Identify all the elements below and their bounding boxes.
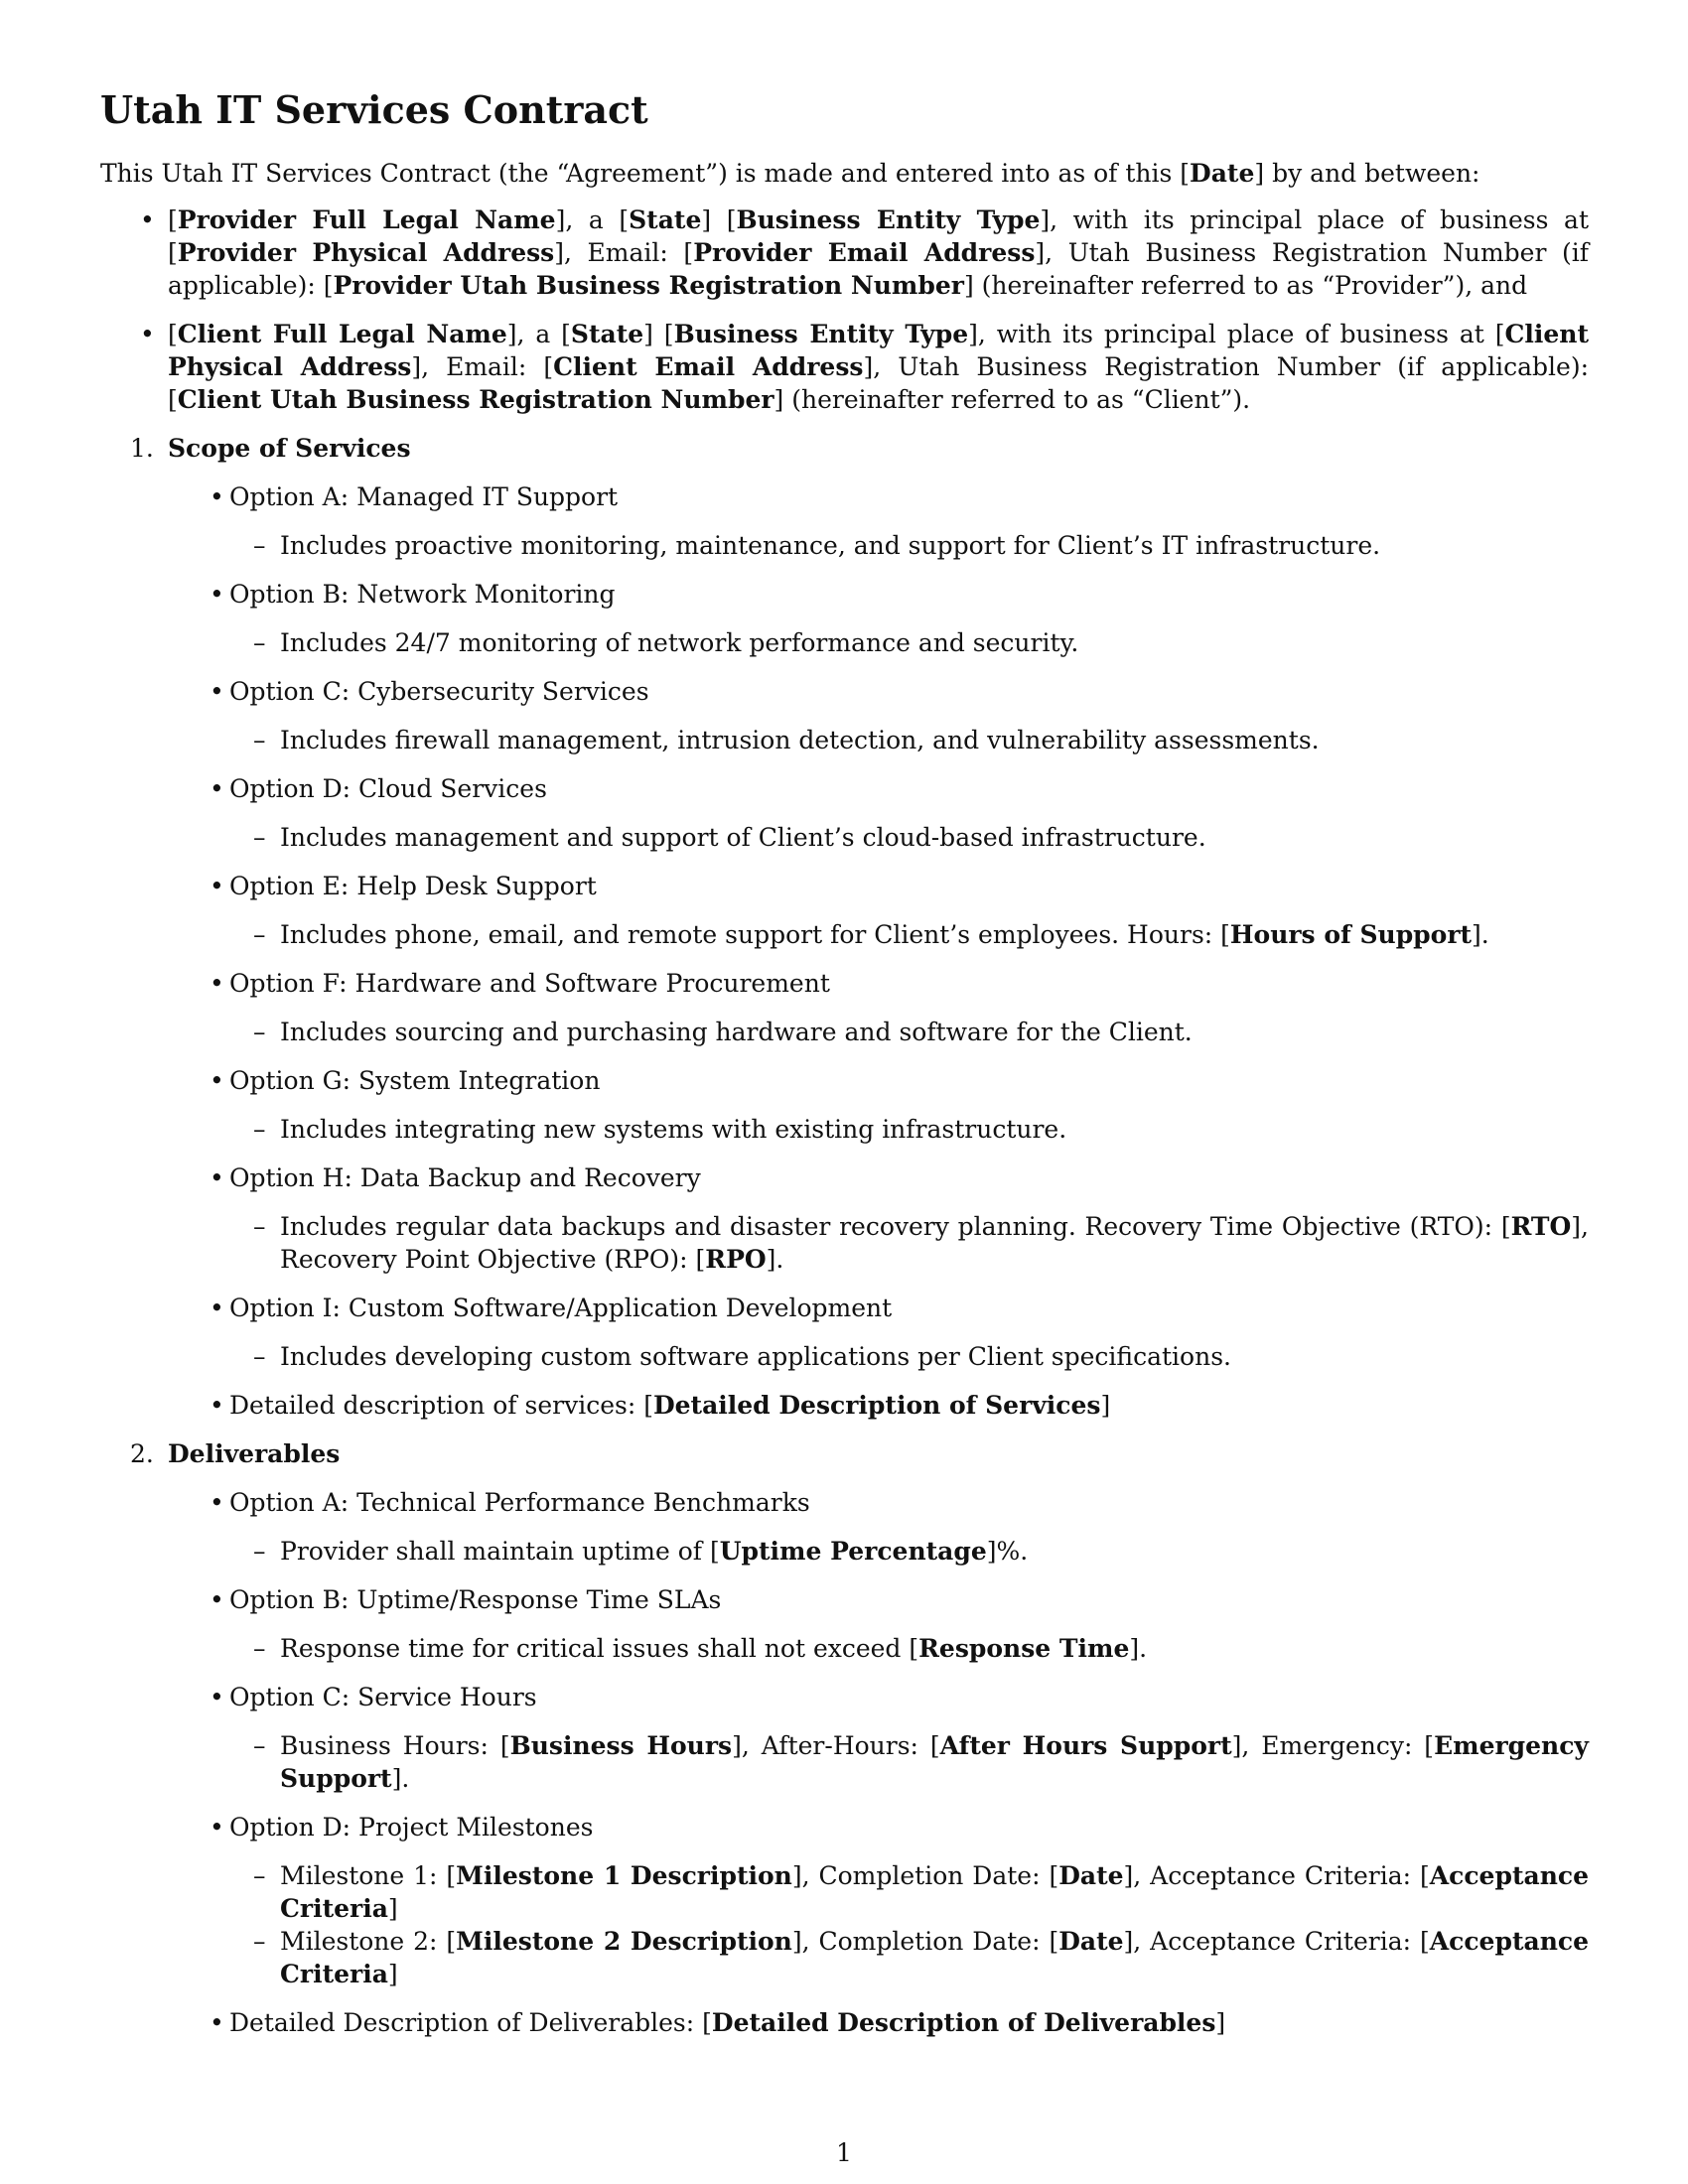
parties-list (100, 204, 1589, 416)
list-item: – Includes regular data backups and disaster recovery planning. Recovery Time Objective (RTO): [RTO], Recovery Point Objective (RPO): [RPO]. (229, 1210, 1589, 1276)
list-item: • Option B: Network Monitoring – Includes 24/7 monitoring of network performance and security. (168, 578, 1589, 659)
list-item: • Option C: Cybersecurity Services – Includes firewall management, intrusion detection, and vulnerability assessments. (168, 675, 1589, 756)
list-item: – Includes integrating new systems with existing infrastructure. (229, 1113, 1589, 1146)
list-item: – Includes proactive monitoring, maintenance, and support for Client’s IT infrastructure. (229, 529, 1589, 562)
intro-paragraph: This Utah IT Services Contract (the “Agreement”) is made and entered into as of this [Date] by and between: (100, 159, 1480, 188)
list-item: • Option I: Custom Software/Application Development – Includes developing custom software applications per Client specifications. (168, 1292, 1589, 1373)
milestone-item: – Milestone 1: [Milestone 1 Description], Completion Date: [Date], Acceptance Criteria: [Acceptance Criteria] (229, 1859, 1589, 1925)
sections-list (100, 432, 1589, 2039)
list-item: • Option B: Uptime/Response Time SLAs – Response time for critical issues shall not exceed [Response Time]. (168, 1583, 1589, 1665)
list-item: – Provider shall maintain uptime of [Uptime Percentage]%. (229, 1535, 1589, 1568)
document-title: Utah IT Services Contract (100, 87, 648, 132)
list-item: • Option E: Help Desk Support – Includes phone, email, and remote support for Client’s employees. Hours: [Hours of Support]. (168, 870, 1589, 951)
list-item: – Response time for critical issues shall not exceed [Response Time]. (229, 1632, 1589, 1665)
list-item: • Option D: Cloud Services – Includes management and support of Client’s cloud-based infrastructure. (168, 772, 1589, 854)
milestone-item: – Milestone 2: [Milestone 2 Description], Completion Date: [Date], Acceptance Criteria: [Acceptance Criteria] (229, 1925, 1589, 1990)
list-item: – Includes sourcing and purchasing hardware and software for the Client. (229, 1016, 1589, 1048)
list-item: • Option H: Data Backup and Recovery – Includes regular data backups and disaster recovery planning. Recovery Time Objective (RTO): [RTO], Recovery Point Objective (RPO): [RPO]. (168, 1161, 1589, 1276)
list-item: • Option G: System Integration – Includes integrating new systems with existing infrastructure. (168, 1064, 1589, 1146)
list-item: • Option F: Hardware and Software Procurement – Includes sourcing and purchasing hardware and software for the Client. (168, 967, 1589, 1048)
scope-options (168, 480, 1589, 1422)
list-item: • Option C: Service Hours – Business Hours: [Business Hours], After-Hours: [After Hours Support], Emergency: [Emergency Support]. (168, 1681, 1589, 1795)
section-number: 2. (130, 1439, 154, 1468)
list-item: • Option D: Project Milestones – Milestone 1: [Milestone 1 Description], Completion Date: [Date], Acceptance Criteria: [Acceptance Criteria] – Milestone 2: [Milestone 2 Description], Completion Date: [Date], Acceptance Criteria: [Acceptance Criteria] (168, 1811, 1589, 1990)
client-party: • [Client Full Legal Name], a [State] [Business Entity Type], with its principal place of business at [Client Physical Address], Email: [Client Email Address], Utah Business Registration Number (if applicable): [Client Utah Business Registration Number] (hereinafter referred to as “Client”). (100, 318, 1589, 416)
date-field: Date (1190, 159, 1255, 188)
section-title: Deliverables (168, 1439, 341, 1468)
page-number: 1 (836, 2138, 852, 2167)
list-item: – Includes developing custom software applications per Client specifications. (229, 1340, 1589, 1373)
deliverables-options (168, 1486, 1589, 2039)
section-title: Scope of Services (168, 434, 411, 463)
document-page (100, 87, 1589, 2055)
list-item: • Detailed description of services: [Detailed Description of Services] (168, 1389, 1589, 1422)
section-number: 1. (130, 434, 154, 463)
list-item: • Option A: Managed IT Support – Includes proactive monitoring, maintenance, and support for Client’s IT infrastructure. (168, 480, 1589, 562)
list-item: – Includes 24/7 monitoring of network performance and security. (229, 626, 1589, 659)
list-item: – Business Hours: [Business Hours], After-Hours: [After Hours Support], Emergency: [Emergency Support]. (229, 1729, 1589, 1795)
provider-party: • [Provider Full Legal Name], a [State] [Business Entity Type], with its principal place of business at [Provider Physical Address], Email: [Provider Email Address], Utah Business Registration Number (if applicable): [Provider Utah Business Registration Number] (hereinafter referred to as “Provider”), and (100, 204, 1589, 302)
list-item: – Includes firewall management, intrusion detection, and vulnerability assessments. (229, 724, 1589, 756)
section-scope (100, 432, 1589, 1422)
list-item: – Includes management and support of Client’s cloud-based infrastructure. (229, 821, 1589, 854)
list-item: • Detailed Description of Deliverables: [Detailed Description of Deliverables] (168, 2006, 1589, 2039)
section-deliverables (100, 1437, 1589, 2039)
list-item: – Includes phone, email, and remote support for Client’s employees. Hours: [Hours of Support]. (229, 918, 1589, 951)
list-item: • Option A: Technical Performance Benchmarks – Provider shall maintain uptime of [Uptime Percentage]%. (168, 1486, 1589, 1568)
